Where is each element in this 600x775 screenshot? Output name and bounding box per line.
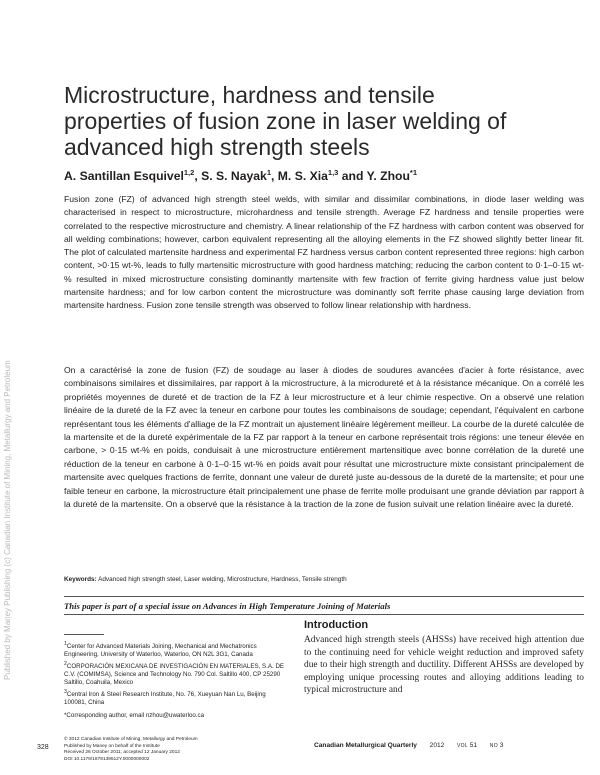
title-line-2: properties of fusion zone in laser welding of [64,108,507,134]
introduction-text: Advanced high strength steels (AHSSs) have received high attention due to the continuing need for vehicle weight reduction and improved safety due to their high strength and ductility. Different AHSSs are developed by employing unique processing routes and alloying additions leading to typical microstructure and [304,635,584,696]
copyright-line: DOI 10.1179/1879139512Y.0000000002 [64,756,150,762]
author-name: S. S. Nayak [201,169,267,184]
article-title [64,82,564,160]
title-line-3: advanced high strength steels [64,134,370,160]
affiliation-text: Center for Advanced Materials Joining, Mechanical and Mechatronics Engineering, University of Waterloo, Waterloo, ON N2L 3G1, Canada [64,643,257,659]
author-name: Y. Zhou [366,169,410,184]
title-line-1: Microstructure, hardness and tensile [64,82,435,108]
affiliation-marker: 3 [64,688,67,695]
volume-number: 51 [469,742,478,749]
affiliations [64,640,289,721]
author-affiliation-marker: *1 [409,168,417,177]
special-issue-note: This paper is part of a special issue on Advances in High Temperature Joining of Materials [64,601,391,611]
affiliation-item [64,640,289,660]
issue-label: NO [489,743,498,749]
affiliation-item [64,660,289,688]
affiliation-text: Central Iron & Steel Research Institute, No. 76, Xueyuan Nan Lu, Beijing 100081, China [64,690,266,706]
author-separator: , [271,169,278,184]
divider [64,614,584,615]
issue-number: 3 [499,742,504,749]
corresponding-author: *Corresponding author, email nzhou@uwaterloo.ca [64,712,205,720]
keywords [64,576,584,583]
volume-label: VOL [457,743,468,749]
copyright-block [64,737,304,763]
abstract-english: Fusion zone (FZ) of advanced high strength steel welds, with similar and dissimilar combinations, in diode laser welding was characterised in respect to microstructure, microhardness and tensile strength. Average FZ hardness and tensile properties were correlated to the respective microstructure and chemistry. A linear relationship of the FZ hardness with carbon content was observed for all welding combinations; however, carbon equivalent representing all the alloying elements in the FZ showed slightly better linear fit. The plot of calculated martensite hardness and experimental FZ hardness versus carbon content represented three regions: high carbon content, >0·15 wt-%, leads to fully martensitic microstructure with good hardness matching; reducing the carbon content to 0·1–0·15 wt-% resulted in mixed microstructure consisting dominantly martensite with few fraction of ferrite giving hardness value just below martensite hardness; and for low carbon content the microstructure was dominantly soft ferrite phase causing large deviation from martensite hardness. Fusion zone tensile strength was observed to follow linear relationship with hardness. [64,194,584,311]
abstract-french: On a caractérisé la zone de fusion (FZ) de soudage au laser à diodes de soudures avancées d'acier à forte résistance, avec combinaisons similaires et dissimilaires, par rapport à la microstructure, à la microdureté et à la résistance mécanique. On a corrélé les propriétés moyennes de dureté et de traction de la FZ à leur microstructure et à leur chimie respective. On a observé une relation linéaire de la dureté de la FZ avec la teneur en carbone pour toutes les combinaisons de soudage; cependant, l'équivalent en carbone représentant tous les éléments d'alliage de la FZ montrait un ajustement linéaire légèrement meilleur. La courbe de la dureté calculée de la martensite et de la dureté expérimentale de la FZ par rapport à la teneur en carbone représentait trois régions: une teneur élevée en carbone, > 0·15 wt-% en poids, conduisait à une microstructure entièrement martensitique avec bonne corrélation de la dureté une réduction de la teneur en carbone à 0·1–0·15 wt-% en poids avait pour résultat une microstructure mixte consistant principalement de martensite avec quelques fractions de ferrite, donnant une valeur de dureté juste au-dessous de la dureté de la martensite; et pour une faible teneur en carbone, la microstructure était principalement une phase de ferrite molle produisant une grande déviation par rapport à la dureté de la martensite. On a observé que la résistance à la traction de la zone de fusion suivait une relation linéaire avec la dureté. [64,365,584,510]
author-separator: , [194,169,202,184]
journal-name: Canadian Metallurgical Quarterly [314,742,417,749]
affiliation-item [64,688,289,708]
footnote-divider [64,634,104,635]
keywords-label: Keywords: [64,576,97,583]
divider [64,596,584,597]
journal-year: 2012 [429,742,445,749]
author-affiliation-marker: 1 [266,168,271,177]
affiliation-text: CORPORACIÓN MEXICANA DE INVESTIGACIÓN EN MATERIALES, S.A. DE C.V. (COMIMSA), Science and Technology No. 790 Col. Saltillo 400, CP 25290 Saltillo, Coahuila, Mexico [64,662,285,687]
publisher-watermark: Published by Maney Publishing (c) Canadian Institute of Mining, Metallurgy and Petroleum [3,360,12,680]
author-conjunction: and [338,169,367,184]
author-list [64,168,584,183]
affiliation-marker: 2 [64,660,67,667]
keywords-list: Advanced high strength steel, Laser welding, Microstructure, Hardness, Tensile strength [98,576,347,583]
journal-footer [314,742,584,749]
copyright-line: Received 26 October 2011; accepted 12 January 2012 [64,750,180,756]
page-number: 328 [37,744,49,751]
author-affiliation-marker: 1,3 [327,168,339,177]
introduction-heading: Introduction [304,619,369,631]
affiliation-marker: 1 [64,641,67,647]
author-name: M. S. Xia [277,169,328,184]
copyright-line: © 2012 Canadian Institute of Mining, Metallurgy and Petroleum [64,737,198,742]
author-affiliation-marker: 1,2 [183,168,195,177]
copyright-line: Published by Maney on behalf of the Institute [64,743,160,749]
author-name: A. Santillan Esquivel [64,169,184,184]
